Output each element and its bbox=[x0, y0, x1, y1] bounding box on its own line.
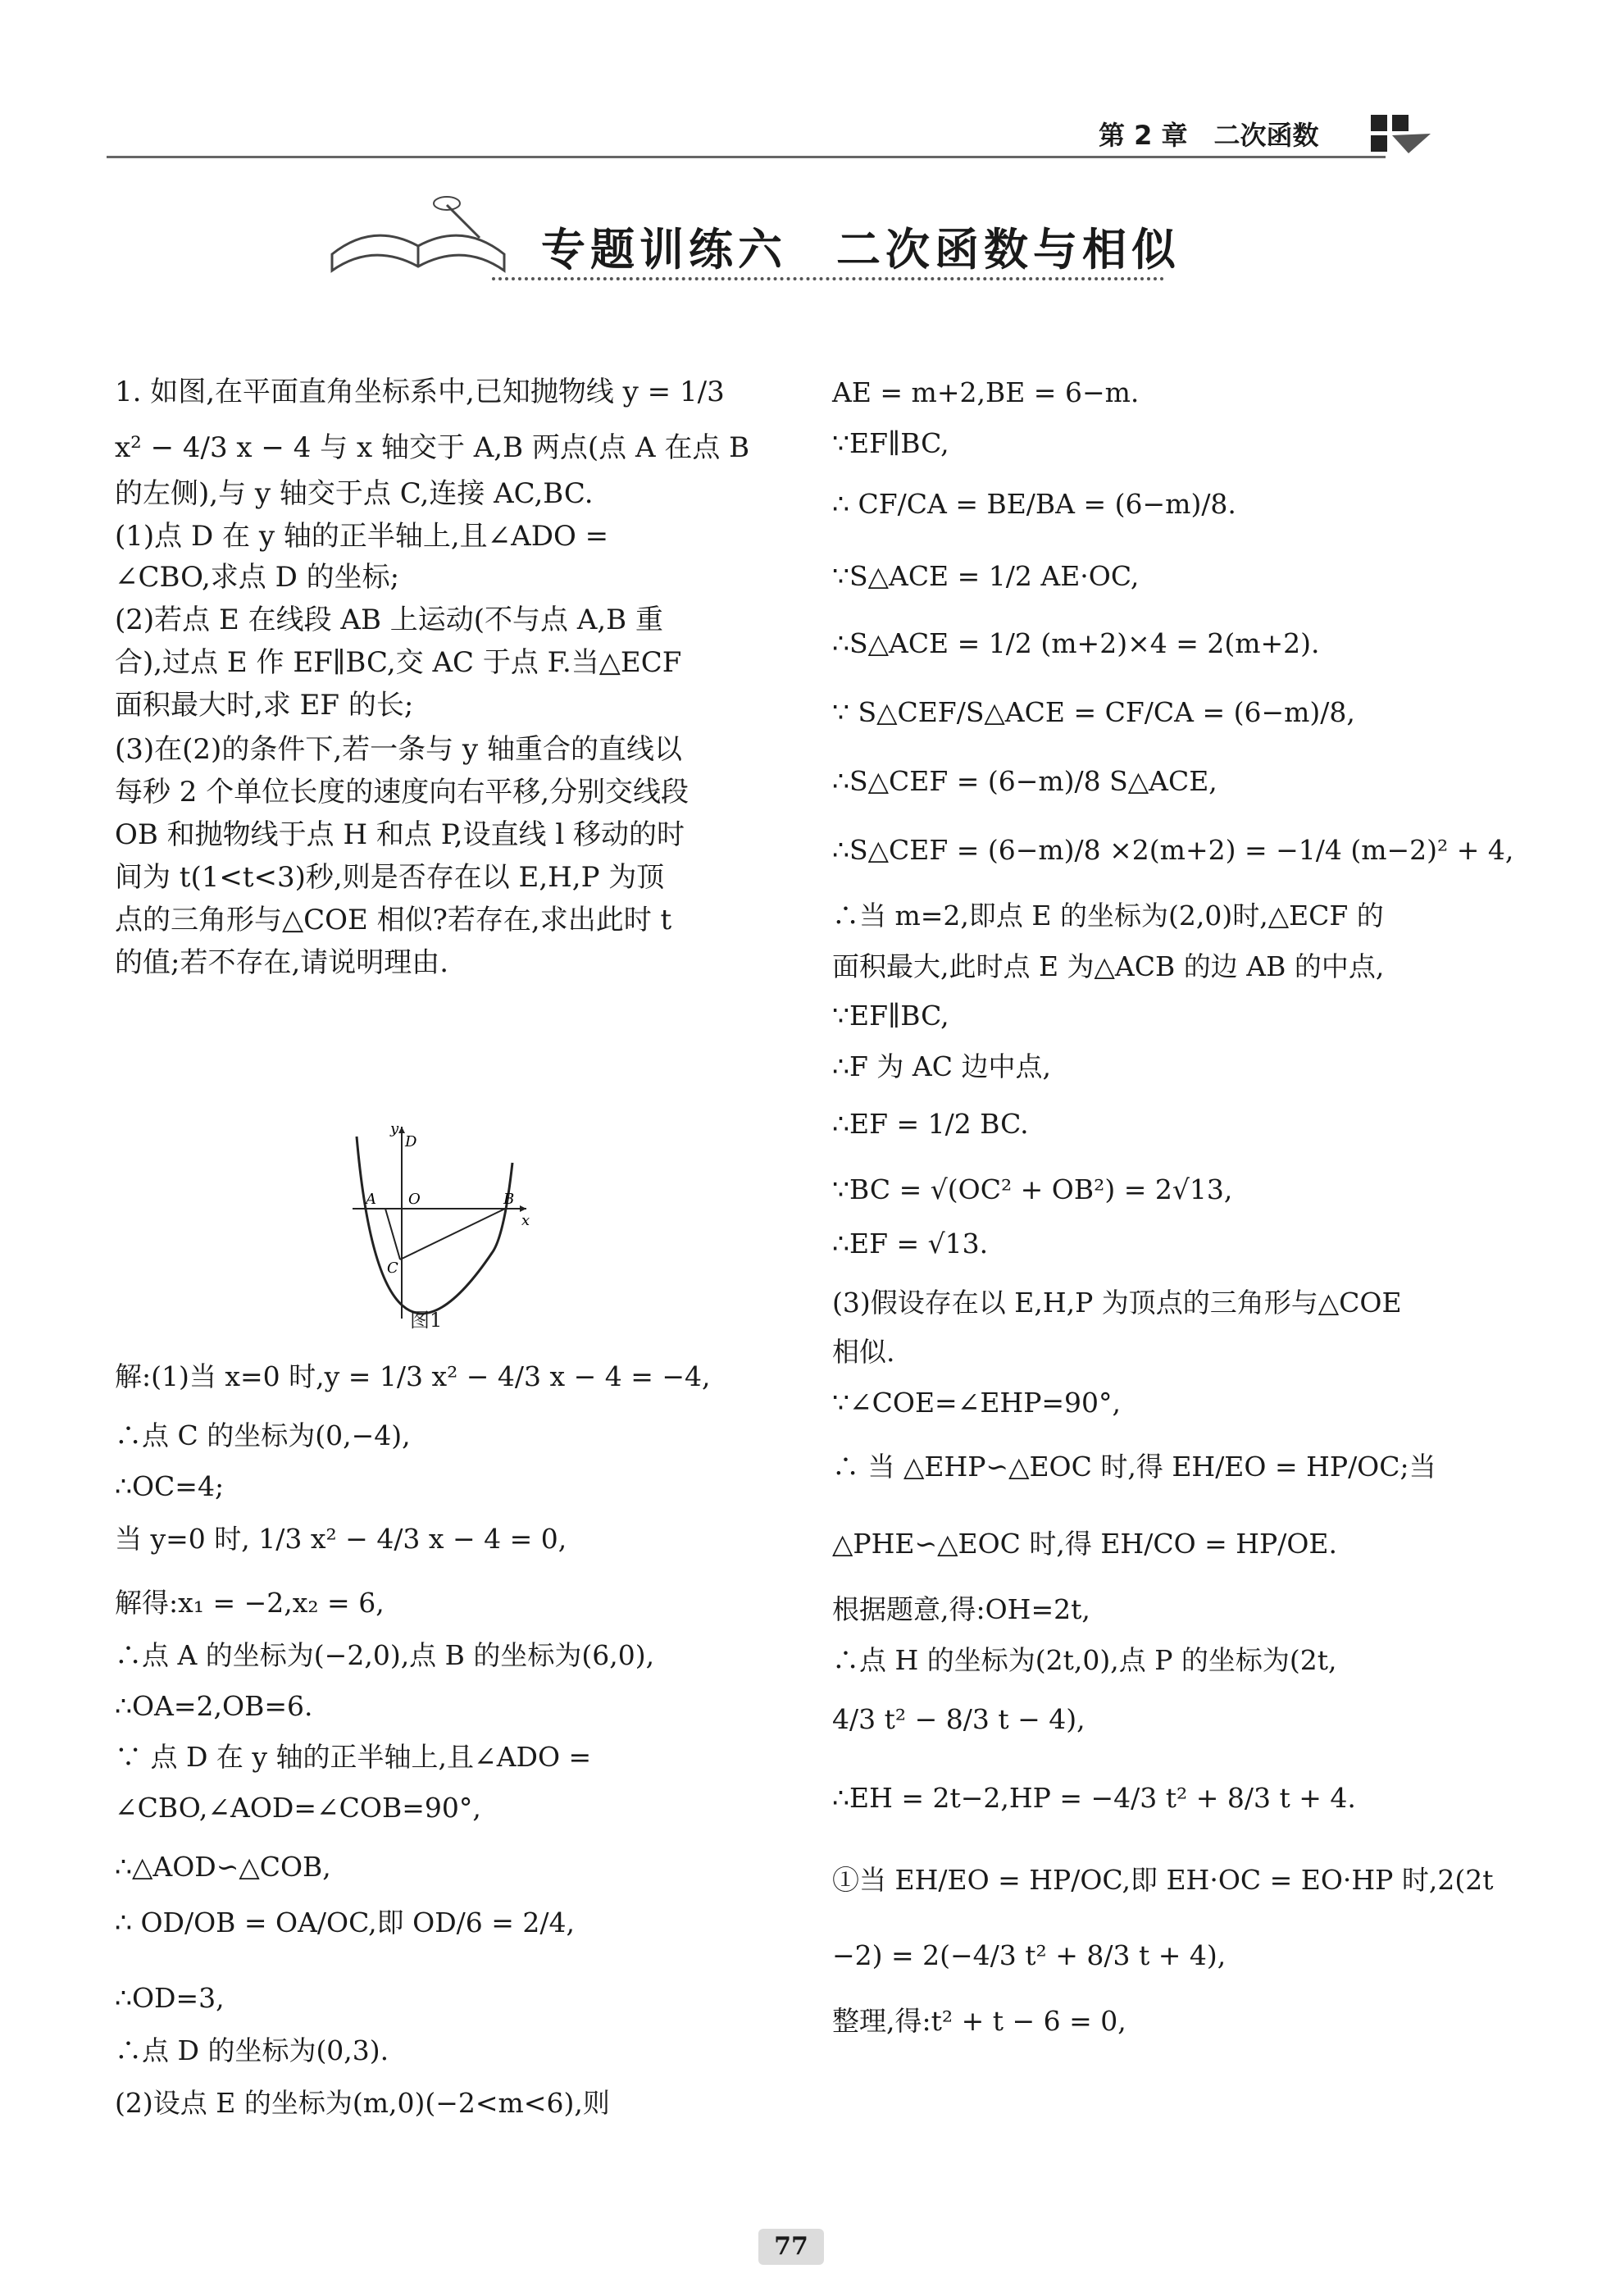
label-C: C bbox=[387, 1260, 398, 1277]
problem-line: ∠CBO,求点 D 的坐标; bbox=[115, 561, 400, 594]
problem-line: 点的三角形与△COE 相似?若存在,求出此时 t bbox=[115, 904, 672, 936]
solution-line: ∴S△CEF = (6−m)/8 ×2(m+2) = −1/4 (m−2)² + 4, bbox=[832, 834, 1514, 866]
solution-line: ∴点 D 的坐标为(0,3). bbox=[115, 2034, 389, 2066]
solution-line: ∴S△ACE = 1/2 (m+2)×4 = 2(m+2). bbox=[832, 627, 1320, 659]
problem-line: (3)在(2)的条件下,若一条与 y 轴重合的直线以 bbox=[115, 733, 682, 766]
figure-caption: 图1 bbox=[410, 1309, 443, 1332]
solution-line: 整理,得:t² + t − 6 = 0, bbox=[832, 2005, 1126, 2037]
label-x: x bbox=[521, 1212, 530, 1229]
solution-line: ∴点 C 的坐标为(0,−4), bbox=[115, 1419, 411, 1451]
solution-line: ∵ 点 D 在 y 轴的正半轴上,且∠ADO = bbox=[115, 1741, 592, 1773]
solution-line: 4/3 t² − 8/3 t − 4), bbox=[832, 1703, 1085, 1735]
solution-line: ∵S△ACE = 1/2 AE·OC, bbox=[832, 560, 1140, 592]
solution-line: ∴OA=2,OB=6. bbox=[115, 1690, 313, 1722]
solution-line: ∴S△CEF = (6−m)/8 S△ACE, bbox=[832, 765, 1217, 797]
problem-line: (1)点 D 在 y 轴的正半轴上,且∠ADO = bbox=[115, 520, 609, 553]
solution-line: ∴OC=4; bbox=[115, 1470, 225, 1502]
problem-line: 合),过点 E 作 EF∥BC,交 AC 于点 F.当△ECF bbox=[115, 646, 682, 679]
page-number: 77 bbox=[758, 2229, 824, 2265]
solution-line: ①当 EH/EO = HP/OC,即 EH·OC = EO·HP 时,2(2t bbox=[832, 1864, 1494, 1896]
solution-line: ∴EH = 2t−2,HP = −4/3 t² + 8/3 t + 4. bbox=[832, 1782, 1356, 1814]
label-O: O bbox=[408, 1191, 421, 1208]
problem-line: 的左侧),与 y 轴交于点 C,连接 AC,BC. bbox=[115, 477, 594, 510]
solution-line: ∴EF = √13. bbox=[832, 1228, 989, 1260]
header-rule bbox=[107, 156, 1386, 158]
solution-line: ∴△AOD∽△COB, bbox=[115, 1851, 331, 1883]
solution-line: ∴当 m=2,即点 E 的坐标为(2,0)时,△ECF 的 bbox=[832, 900, 1384, 932]
solution-line: ∴点 H 的坐标为(2t,0),点 P 的坐标为(2t, bbox=[832, 1644, 1337, 1676]
label-D: D bbox=[405, 1133, 417, 1150]
solution-line: ∵BC = √(OC² + OB²) = 2√13, bbox=[832, 1173, 1233, 1205]
problem-line: OB 和抛物线于点 H 和点 P,设直线 l 移动的时 bbox=[115, 818, 685, 851]
solution-line: 面积最大,此时点 E 为△ACB 的边 AB 的中点, bbox=[832, 950, 1385, 982]
solution-line: ∴OD=3, bbox=[115, 1982, 225, 2014]
solution-line: ∴ CF/CA = BE/BA = (6−m)/8. bbox=[832, 488, 1236, 520]
label-y: y bbox=[390, 1122, 399, 1137]
solution-line: AE = m+2,BE = 6−m. bbox=[832, 376, 1140, 408]
solution-line: 解:(1)当 x=0 时,y = 1/3 x² − 4/3 x − 4 = −4, bbox=[115, 1360, 711, 1392]
problem-line: 间为 t(1<t<3)秒,则是否存在以 E,H,P 为顶 bbox=[115, 861, 665, 894]
solution-line: 当 y=0 时, 1/3 x² − 4/3 x − 4 = 0, bbox=[115, 1523, 567, 1555]
open-book-icon bbox=[324, 189, 512, 287]
solution-line: ∴ 当 △EHP∽△EOC 时,得 EH/EO = HP/OC;当 bbox=[832, 1451, 1436, 1483]
problem-line: 1. 如图,在平面直角坐标系中,已知抛物线 y = 1/3 bbox=[115, 376, 725, 408]
solution-line: ∴ OD/OB = OA/OC,即 OD/6 = 2/4, bbox=[115, 1906, 576, 1938]
solution-line: −2) = 2(−4/3 t² + 8/3 t + 4), bbox=[832, 1939, 1227, 1971]
chapter-header: 第 2 章 二次函数 bbox=[1099, 120, 1319, 151]
solution-line: (2)设点 E 的坐标为(m,0)(−2<m<6),则 bbox=[115, 2087, 610, 2119]
problem-line: 面积最大时,求 EF 的长; bbox=[115, 689, 414, 722]
solution-line: 相似. bbox=[832, 1336, 895, 1368]
solution-line: ∵EF∥BC, bbox=[832, 427, 949, 459]
solution-line: ∵EF∥BC, bbox=[832, 1000, 949, 1032]
solution-line: ∴点 A 的坐标为(−2,0),点 B 的坐标为(6,0), bbox=[115, 1639, 655, 1671]
solution-line: 根据题意,得:OH=2t, bbox=[832, 1593, 1090, 1625]
label-B: B bbox=[503, 1191, 515, 1208]
page-title: 专题训练六 二次函数与相似 bbox=[541, 224, 1181, 276]
solution-line: ∵ S△CEF/S△ACE = CF/CA = (6−m)/8, bbox=[832, 696, 1355, 728]
solution-line: △PHE∽△EOC 时,得 EH/CO = HP/OE. bbox=[832, 1528, 1337, 1560]
problem-line: (2)若点 E 在线段 AB 上运动(不与点 A,B 重 bbox=[115, 604, 663, 636]
problem-line: 的值;若不存在,请说明理由. bbox=[115, 946, 449, 979]
label-A: A bbox=[366, 1191, 376, 1208]
solution-line: ∴F 为 AC 边中点, bbox=[832, 1050, 1051, 1082]
title-underline bbox=[492, 277, 1164, 280]
solution-line: (3)假设存在以 E,H,P 为顶点的三角形与△COE bbox=[832, 1287, 1402, 1319]
problem-line: x² − 4/3 x − 4 与 x 轴交于 A,B 两点(点 A 在点 B bbox=[115, 431, 750, 464]
solution-line: ∠CBO,∠AOD=∠COB=90°, bbox=[115, 1792, 481, 1824]
solution-line: ∴EF = 1/2 BC. bbox=[832, 1108, 1029, 1140]
problem-line: 每秒 2 个单位长度的速度向右平移,分别交线段 bbox=[115, 776, 689, 809]
solution-line: ∵∠COE=∠EHP=90°, bbox=[832, 1387, 1122, 1419]
solution-line: 解得:x₁ = −2,x₂ = 6, bbox=[115, 1587, 385, 1619]
corner-logo-icon bbox=[1369, 111, 1435, 160]
parabola-figure bbox=[336, 1122, 533, 1327]
